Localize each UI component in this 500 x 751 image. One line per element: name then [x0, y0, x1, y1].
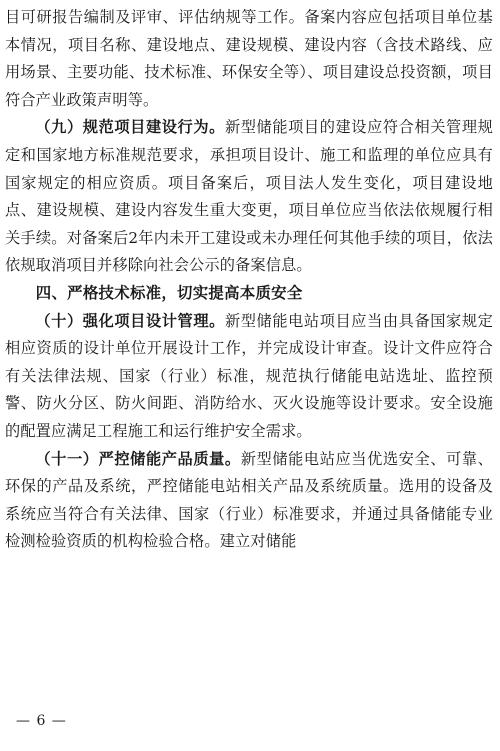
paragraph-intro — [5, 4, 493, 114]
item-10-text: 新型储能电站项目应当由具备国家规定相应资质的设计单位开展设计工作，并完成设计审查。设计文件应符合有关法律法规、国家（行业）标准，规范执行储能电站选址、监控预警、防火分区、防火间距、消防给水、灭火设施等设计要求。安全设施的配置应满足工程施工和运行维护安全需求。 — [5, 311, 493, 440]
item-9-label: （九）规范项目建设行为。 — [35, 118, 225, 137]
page-number: — 6 — — [16, 713, 67, 729]
item-9-text: 新型储能项目的建设应符合相关管理规定和国家地方标准规范要求，承担项目设计、施工和监理的单位应具有国家规定的相应资质。项目备案后，项目法人发生变化，项目建设地点、建设规模、建设内容发生重大变更，项目单位应当依法依规履行相关手续。对备案后2年内未开工建设或未办理任何其他手续的项目，依法依规取消项目并移除向社会公示的备案信息。 — [5, 118, 493, 275]
section-4-heading: 四、严格技术标准，切实提高本质安全 — [35, 283, 303, 302]
paragraph-item-9 — [5, 114, 493, 280]
document-page — [5, 4, 493, 556]
paragraph-item-10 — [5, 308, 493, 446]
paragraph-item-11 — [5, 446, 493, 556]
item-11-text: 新型储能电站应当优选安全、可靠、环保的产品及系统，严控储能电站相关产品及系统质量。选用的设备及系统应当符合有关法律、国家（行业）标准要求，并通过具备储能专业检测检验资质的机构检验合格。建立对储能 — [5, 449, 493, 551]
item-11-label: （十一）严控储能产品质量。 — [35, 449, 241, 468]
paragraph-intro-text: 目可研报告编制及评审、评估纳规等工作。备案内容应包括项目单位基本情况，项目名称、建设地点、建设规模、建设内容（含技术路线、应用场景、主要功能、技术标准、环保安全等）、项目建设总投资额，项目符合产业政策声明等。 — [5, 8, 493, 109]
item-10-label: （十）强化项目设计管理。 — [35, 311, 225, 330]
